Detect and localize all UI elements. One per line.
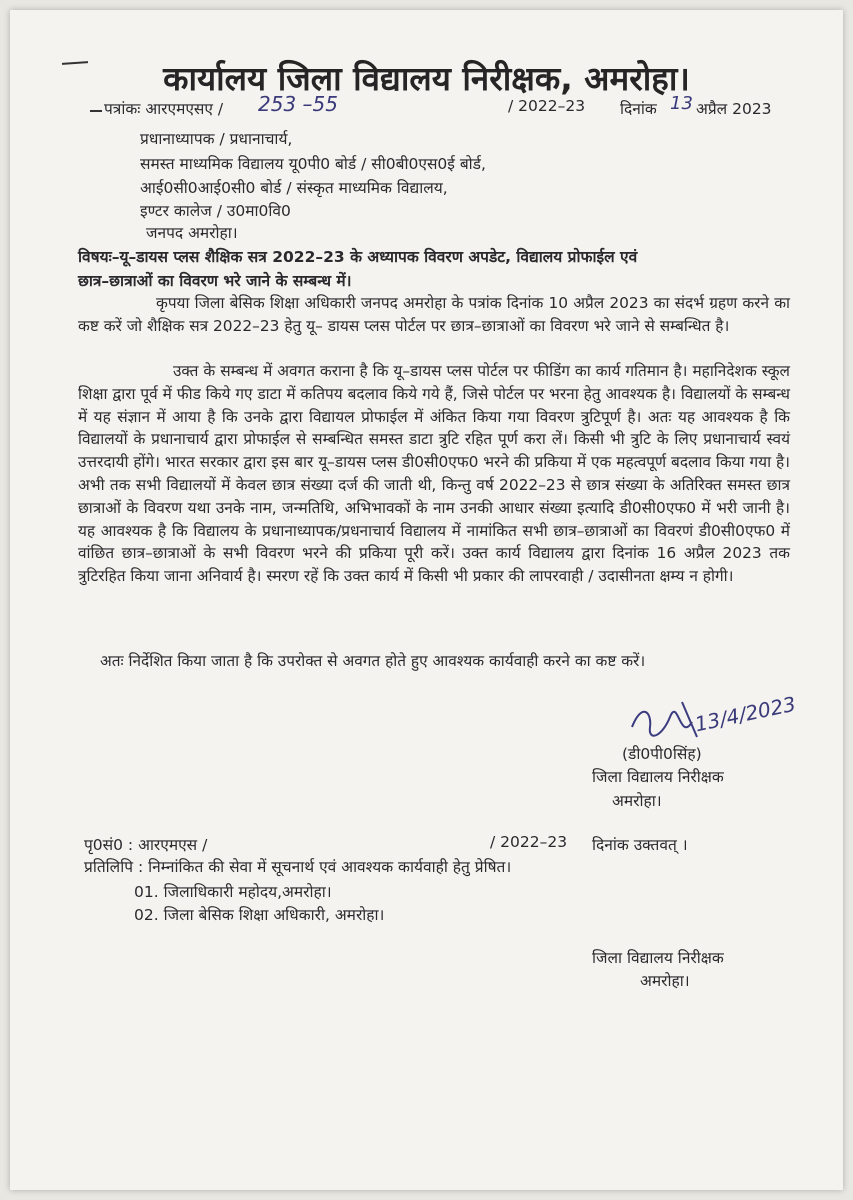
ref-handwritten-number: 253 –55 bbox=[258, 92, 338, 116]
copy-item: 02. जिला बेसिक शिक्षा अधिकारी, अमरोहा। bbox=[134, 906, 385, 924]
copy-line: प्रतिलिपि : निम्नांकित की सेवा में सूचनार्थ एवं आवश्यक कार्यवाही हेतु प्रेषित। bbox=[84, 858, 512, 876]
ref-date-label: दिनांक bbox=[620, 100, 657, 118]
ref-date-day: 13 bbox=[670, 93, 693, 114]
addressee-line: आई0सी0आई0सी0 बोर्ड / संस्कृत माध्यमिक विद्यालय, bbox=[140, 179, 448, 197]
office-title: कार्यालय जिला विद्यालय निरीक्षक, अमरोहा। bbox=[163, 59, 690, 98]
endorsement-label: पृ0सं0 : आरएमएस / bbox=[84, 836, 208, 854]
footer-place: अमरोहा। bbox=[640, 972, 690, 990]
signature-handwritten-date: 13/4/2023 bbox=[692, 691, 798, 737]
addressee-line: प्रधानाध्यापक / प्रधानाचार्य, bbox=[140, 130, 293, 148]
signatory-name: (डी0पी0सिंह) bbox=[622, 745, 702, 763]
pen-mark-2 bbox=[90, 110, 102, 112]
addressee-line: इण्टर कालेज / उ0मा0वि0 bbox=[140, 202, 291, 220]
subject-line-1: विषयः–यू–डायस प्लस शैक्षिक सत्र 2022–23 के अध्यापक विवरण अपडेट, विद्यालय प्रोफाईल एवं bbox=[78, 248, 638, 266]
endorsement-date: दिनांक उक्तवत् । bbox=[592, 836, 688, 854]
ref-date-rest: अप्रैल 2023 bbox=[696, 100, 772, 118]
signatory-place: अमरोहा। bbox=[612, 792, 662, 810]
addressee-line: जनपद अमरोहा। bbox=[146, 224, 238, 242]
ref-label: पत्रांकः आरएमएसए / bbox=[104, 100, 224, 118]
subject-line-2: छात्र–छात्राओं का विवरण भरे जाने के सम्बन्ध में। bbox=[78, 272, 352, 290]
ref-session: / 2022–23 bbox=[508, 97, 586, 115]
body-paragraph-2: उक्त के सम्बन्ध में अवगत कराना है कि यू–डायस प्लस पोर्टल पर फीडिंग का कार्य गतिमान है। महानिदेशक स्कूल शिक्षा द्वारा पूर्व में फीड किये गए डाटा में कतिपय बदलाव किये गये हैं, जिसे पोर्टल पर भरना हेतु आवश्यक है। विद्यालयों के सम्बन्ध में यह संज्ञान में आया है कि उनके द्वारा विद्यायल प्रोफाईल में अंकित किया गया विवरण त्रुटिपूर्ण है। अतः यह आवश्यक है कि विद्यालयों के प्रधानाचार्य द्वारा प्रोफाईल से सम्बन्धित समस्त डाटा त्रुटि रहित पूर्ण करा लें। किसी भी त्रुटि के लिए प्रधानाचार्य स्वयं उत्तरदायी होंगे। भारत सरकार द्वारा इस बार यू–डायस प्लस डी0सी0एफ0 भरने की प्रकिया में एक महत्वपूर्ण बदलाव किया गया है। अभी तक सभी विद्यालयों में केवल छात्र संख्या दर्ज की जाती थी, किन्तु वर्ष 2022–23 से छात्र संख्या के अतिरिक्त समस्त छात्र छात्राओं के विवरण यथा उनके नाम, जन्मतिथि, अभिभावकों के नाम उनकी आधार संख्या इत्यादि डी0सी0एफ0 में भरी जानी है। यह आवश्यक है कि विद्यालय के प्रधानाध्यापक/प्रधनाचार्य विद्यालय में नामांकित सभी छात्र–छात्राओं का विवरणं डी0सी0एफ0 में वांछित छात्र–छात्राओं के सभी विवरण भरने की प्रकिया पूरी करें। उक्त कार्य विद्यालय द्वारा दिनांक 16 अप्रैल 2023 तक त्रुटिरहित किया जाना अनिवार्य है। स्मरण रहें कि उक्त कार्य में किसी भी प्रकार की लापरवाही / उदासीनता क्षम्य न होगी। bbox=[78, 362, 790, 586]
endorsement-session: / 2022–23 bbox=[490, 833, 568, 851]
copy-item: 01. जिलाधिकारी महोदय,अमरोहा। bbox=[134, 883, 332, 901]
addressee-line: समस्त माध्यमिक विद्यालय यू0पी0 बोर्ड / सी0बी0एस0ई बोर्ड, bbox=[140, 155, 486, 173]
footer-designation: जिला विद्यालय निरीक्षक bbox=[592, 949, 724, 967]
body-paragraph-3: अतः निर्देशित किया जाता है कि उपरोक्त से अवगत होते हुए आवश्यक कार्यवाही करने का कष्ट करें। bbox=[100, 652, 646, 670]
signatory-designation: जिला विद्यालय निरीक्षक bbox=[592, 768, 724, 786]
body-paragraph-1: कृपया जिला बेसिक शिक्षा अधिकारी जनपद अमरोहा के पत्रांक दिनांक 10 अप्रैल 2023 का संदर्भ ग्रहण करने का कष्ट करें जो शैक्षिक सत्र 2022–23 हेतु यू– डायस प्लस पोर्टल पर छात्र–छात्राओं का विवरण भरे जाने से सम्बन्धित है। bbox=[78, 294, 790, 335]
